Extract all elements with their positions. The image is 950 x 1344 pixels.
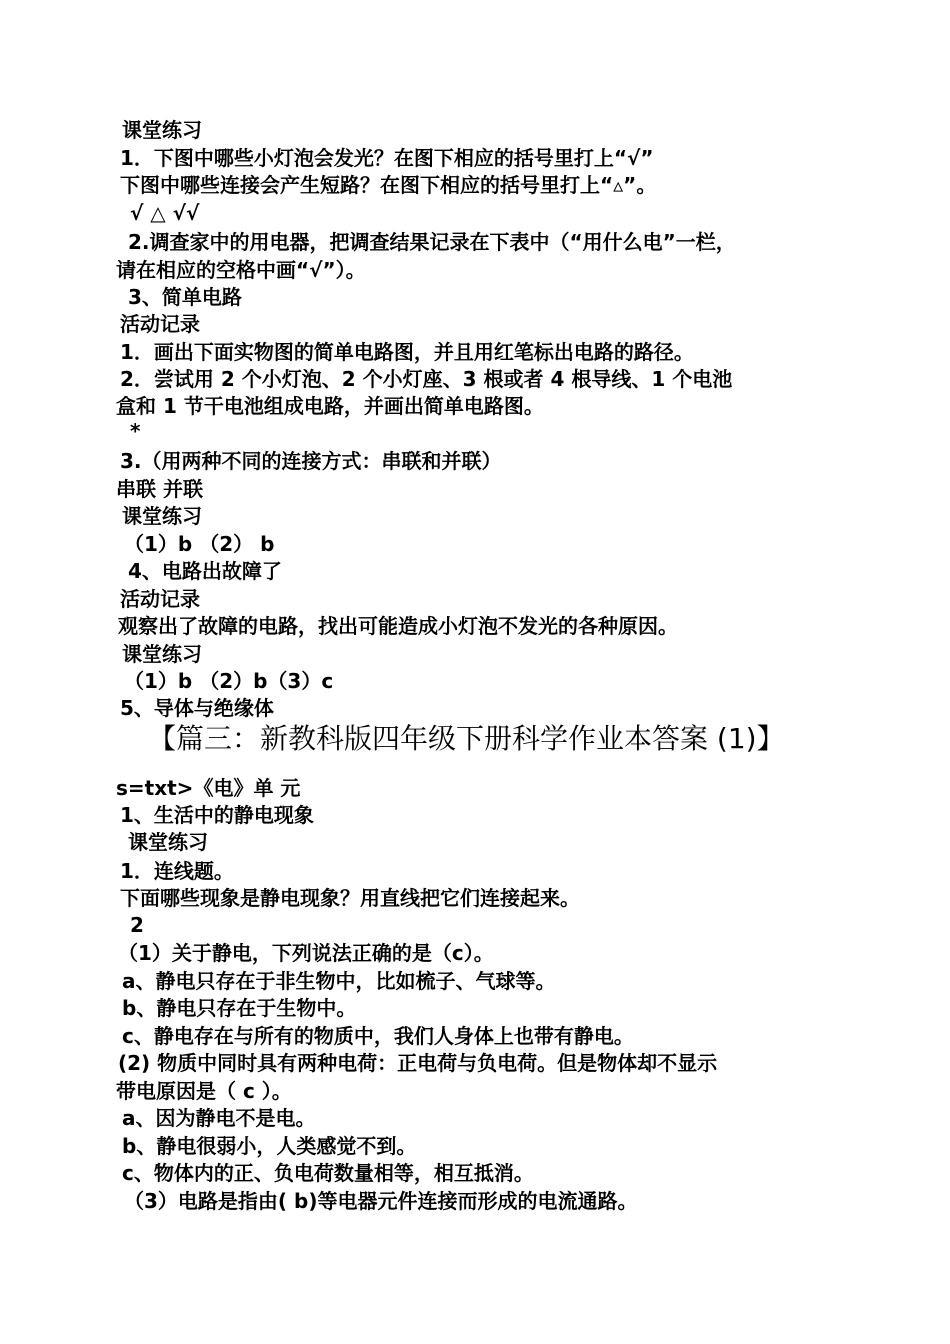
section-heading: 5、导体与绝缘体 (120, 696, 274, 720)
option-line: c、物体内的正、负电荷数量相等，相互抵消。 (122, 1161, 534, 1185)
question-line: 2.调查家中的用电器，把调查结果记录在下表中（“用什么电”一栏， (128, 230, 736, 254)
unit-title: s=txt>《电》单 元 (116, 776, 301, 800)
heading-activity-record: 活动记录 (120, 312, 200, 336)
question-line: （1）关于静电，下列说法正确的是（c）。 (118, 941, 494, 965)
question-line: 1．连线题。 (120, 859, 234, 883)
heading-classroom-practice: 课堂练习 (128, 830, 208, 854)
question-line: 观察出了故障的电路，找出可能造成小灯泡不发光的各种原因。 (118, 614, 678, 638)
question-line: （3）电路是指由( b)等电器元件连接而形成的电流通路。 (124, 1189, 638, 1213)
answer-line: （1）b （2）b（3）c (124, 669, 334, 693)
question-line: 下面哪些现象是静电现象？用直线把它们连接起来。 (120, 886, 580, 910)
question-line: 请在相应的空格中画“√”）。 (116, 258, 366, 282)
heading-classroom-practice: 课堂练习 (122, 504, 202, 528)
question-line: 下图中哪些连接会产生短路？在图下相应的括号里打上“▵”。 (120, 173, 657, 197)
option-line: b、静电很弱小，人类感觉不到。 (122, 1134, 417, 1158)
question-line: 带电原因是（ c ）。 (116, 1079, 292, 1103)
section-heading: 4、电路出故障了 (128, 559, 282, 583)
answer-marks: √ △ √√ (130, 201, 200, 225)
option-line: a、静电只存在于非生物中，比如梳子、气球等。 (122, 969, 556, 993)
question-number: 2 (130, 913, 144, 937)
option-line: b、静电只存在于生物中。 (122, 996, 357, 1020)
question-line: 1．画出下面实物图的简单电路图，并且用红笔标出电路的路径。 (120, 340, 694, 364)
asterisk-mark: * (130, 419, 141, 443)
answer-line: （1）b （2） b (124, 532, 275, 556)
option-line: a、因为静电不是电。 (122, 1106, 316, 1130)
question-line: 1．下图中哪些小灯泡会发光？在图下相应的括号里打上“√” (120, 146, 654, 170)
question-line: 2．尝试用 2 个小灯泡、2 个小灯座、3 根或者 4 根导线、1 个电池 (120, 367, 733, 391)
question-line: 3.（用两种不同的连接方式：串联和并联） (120, 449, 502, 473)
heading-activity-record: 活动记录 (120, 587, 200, 611)
section-heading: 3、简单电路 (128, 285, 242, 309)
heading-classroom-practice: 课堂练习 (122, 118, 202, 142)
answer-line: 串联 并联 (116, 477, 203, 501)
article-title: 【篇三：新教科版四年级下册科学作业本答案 (1)】 (148, 722, 785, 755)
option-line: c、静电存在与所有的物质中，我们人身体上也带有静电。 (122, 1024, 634, 1048)
section-heading: 1、生活中的静电现象 (120, 803, 314, 827)
question-line: (2) 物质中同时具有两种电荷：正电荷与负电荷。但是物体却不显示 (118, 1051, 718, 1075)
question-line: 盒和 1 节干电池组成电路，并画出简单电路图。 (116, 394, 544, 418)
heading-classroom-practice: 课堂练习 (122, 642, 202, 666)
